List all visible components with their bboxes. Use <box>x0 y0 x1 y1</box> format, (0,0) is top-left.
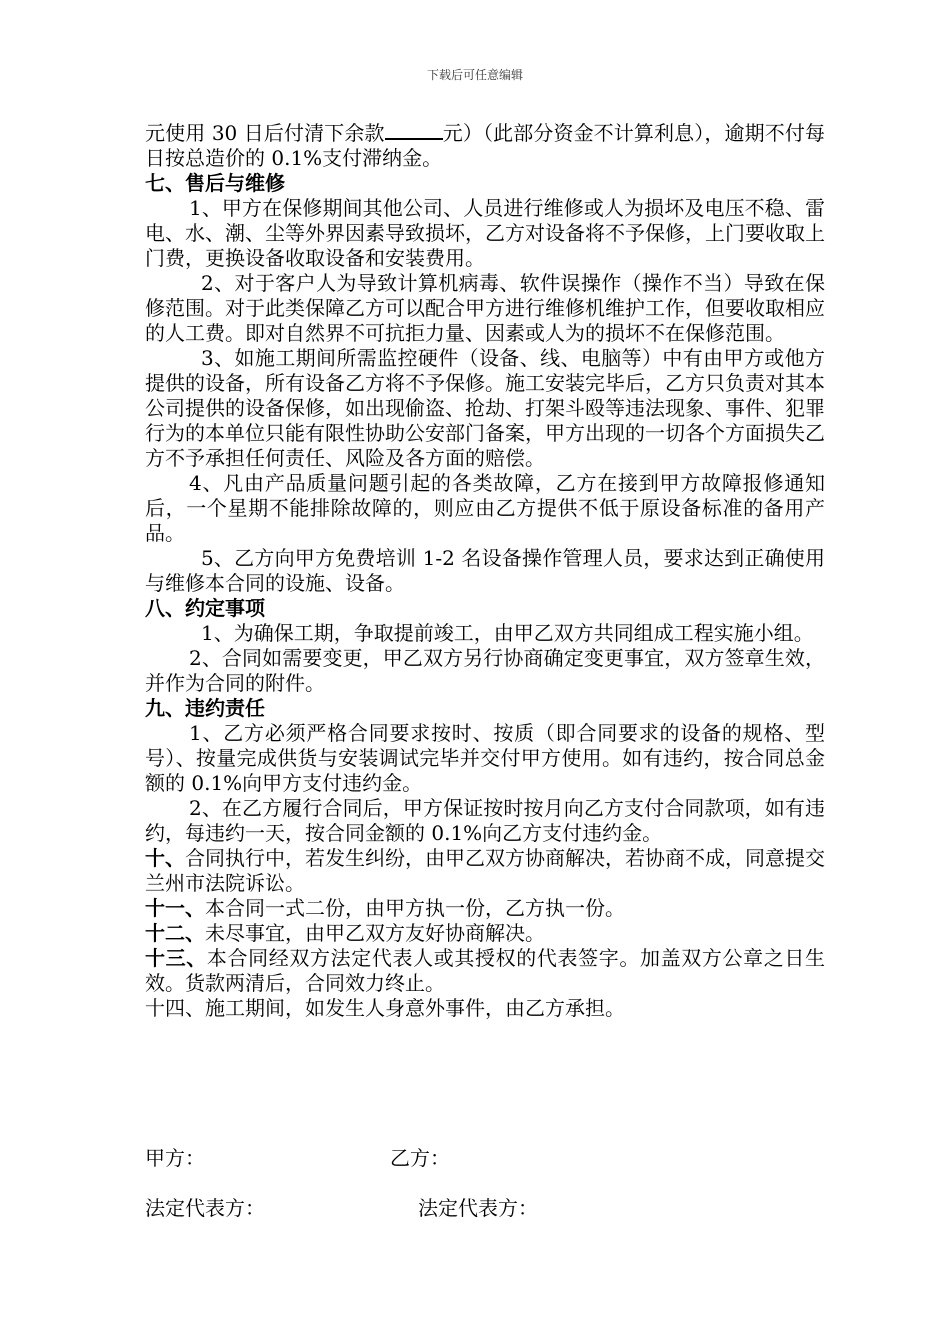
section-9-title: 九、违约责任 <box>145 696 265 720</box>
section-8-item-1: 1、为确保工期，争取提前竣工，由甲乙双方共同组成工程实施小组。 <box>201 621 814 645</box>
party-b-label: 乙方： <box>390 1146 450 1170</box>
section-7-item-3: 3、如施工期间所需监控硬件（设备、线、电脑等）中有由甲方或他方提供的设备，所有设备乙方将不予保修。施工安装完毕后，乙方只负责对其本公司提供的设备保修，如出现偷盗、抢劫、打架斗殴等违法现象、事件、犯罪行为的本单位只能有限性协助公安部门备案，甲方出现的一切各个方面损失乙方不予承担任何责任、风险及各方面的赔偿。 <box>145 346 825 470</box>
party-a-representative-label: 法定代表方： <box>145 1196 265 1220</box>
party-a-label: 甲方： <box>145 1146 205 1170</box>
section-12 <box>145 921 825 946</box>
section-7-item-2: 2、对于客户人为导致计算机病毒、软件误操作（操作不当）导致在保修范围。对于此类保障乙方可以配合甲方进行维修机维护工作，但要收取相应的人工费。即对自然界不可抗拒力量、因素或人为的损坏不在保修范围。 <box>145 271 825 345</box>
section-7-item-5: 5、乙方向甲方免费培训 1-2 名设备操作管理人员，要求达到正确使用与维修本合同的设施、设备。 <box>145 546 825 595</box>
section-13 <box>145 946 825 996</box>
section-10-text: 合同执行中，若发生纠纷，由甲乙双方协商解决，若协商不成，同意提交兰州市法院诉讼。 <box>145 846 825 895</box>
section-10-label: 十、 <box>145 846 185 870</box>
payment-text-a: 元使用 30 日后付清下余款 <box>145 121 385 145</box>
section-12-label: 十二、 <box>145 921 205 945</box>
section-8-item-2: 2、合同如需要变更，甲乙双方另行协商确定变更事宜，双方签章生效，并作为合同的附件。 <box>145 646 825 695</box>
section-14: 十四、施工期间，如发生人身意外事件，由乙方承担。 <box>145 996 625 1020</box>
party-b-representative-label: 法定代表方： <box>418 1196 538 1220</box>
section-12-text: 未尽事宜，由甲乙双方友好协商解决。 <box>205 921 545 945</box>
section-13-text: 本合同经双方法定代表人或其授权的代表签字。加盖双方公章之日生效。货款两清后，合同效力终止。 <box>145 946 825 995</box>
section-7-item-1: 1、甲方在保修期间其他公司、人员进行维修或人为损坏及电压不稳、雷电、水、潮、尘等外界因素导致损坏，乙方对设备将不予保修，上门要收取上门费，更换设备收取设备和安装费用。 <box>145 196 825 270</box>
section-11-text: 本合同一式二份，由甲方执一份，乙方执一份。 <box>205 896 625 920</box>
section-11-label: 十一、 <box>145 896 205 920</box>
section-9-item-2: 2、在乙方履行合同后，甲方保证按时按月向乙方支付合同款项，如有违约，每违约一天，按合同金额的 0.1%向乙方支付违约金。 <box>145 796 825 845</box>
section-8-title: 八、约定事项 <box>145 596 265 620</box>
section-13-label: 十三、 <box>145 946 207 970</box>
amount-blank <box>385 120 443 140</box>
section-9-item-1: 1、乙方必须严格合同要求按时、按质（即合同要求的设备的规格、型号）、按量完成供货与安装调试完毕并交付甲方使用。如有违约，按合同总金额的 0.1%向甲方支付违约金。 <box>145 721 825 795</box>
contract-body <box>145 120 825 1021</box>
section-7-item-4: 4、凡由产品质量问题引起的各类故障，乙方在接到甲方故障报修通知后，一个星期不能排除故障的，则应由乙方提供不低于原设备标准的备用产品。 <box>145 471 825 545</box>
section-7-title: 七、售后与维修 <box>145 171 285 195</box>
payment-text-b: 元）（此部分资金不计算利息），逾期不付每日按总造价的 0.1%支付滞纳金。 <box>145 121 826 170</box>
page-header: 下载后可任意编辑 <box>426 68 523 82</box>
payment-paragraph <box>145 120 825 171</box>
section-11 <box>145 896 825 921</box>
section-10 <box>145 846 825 896</box>
